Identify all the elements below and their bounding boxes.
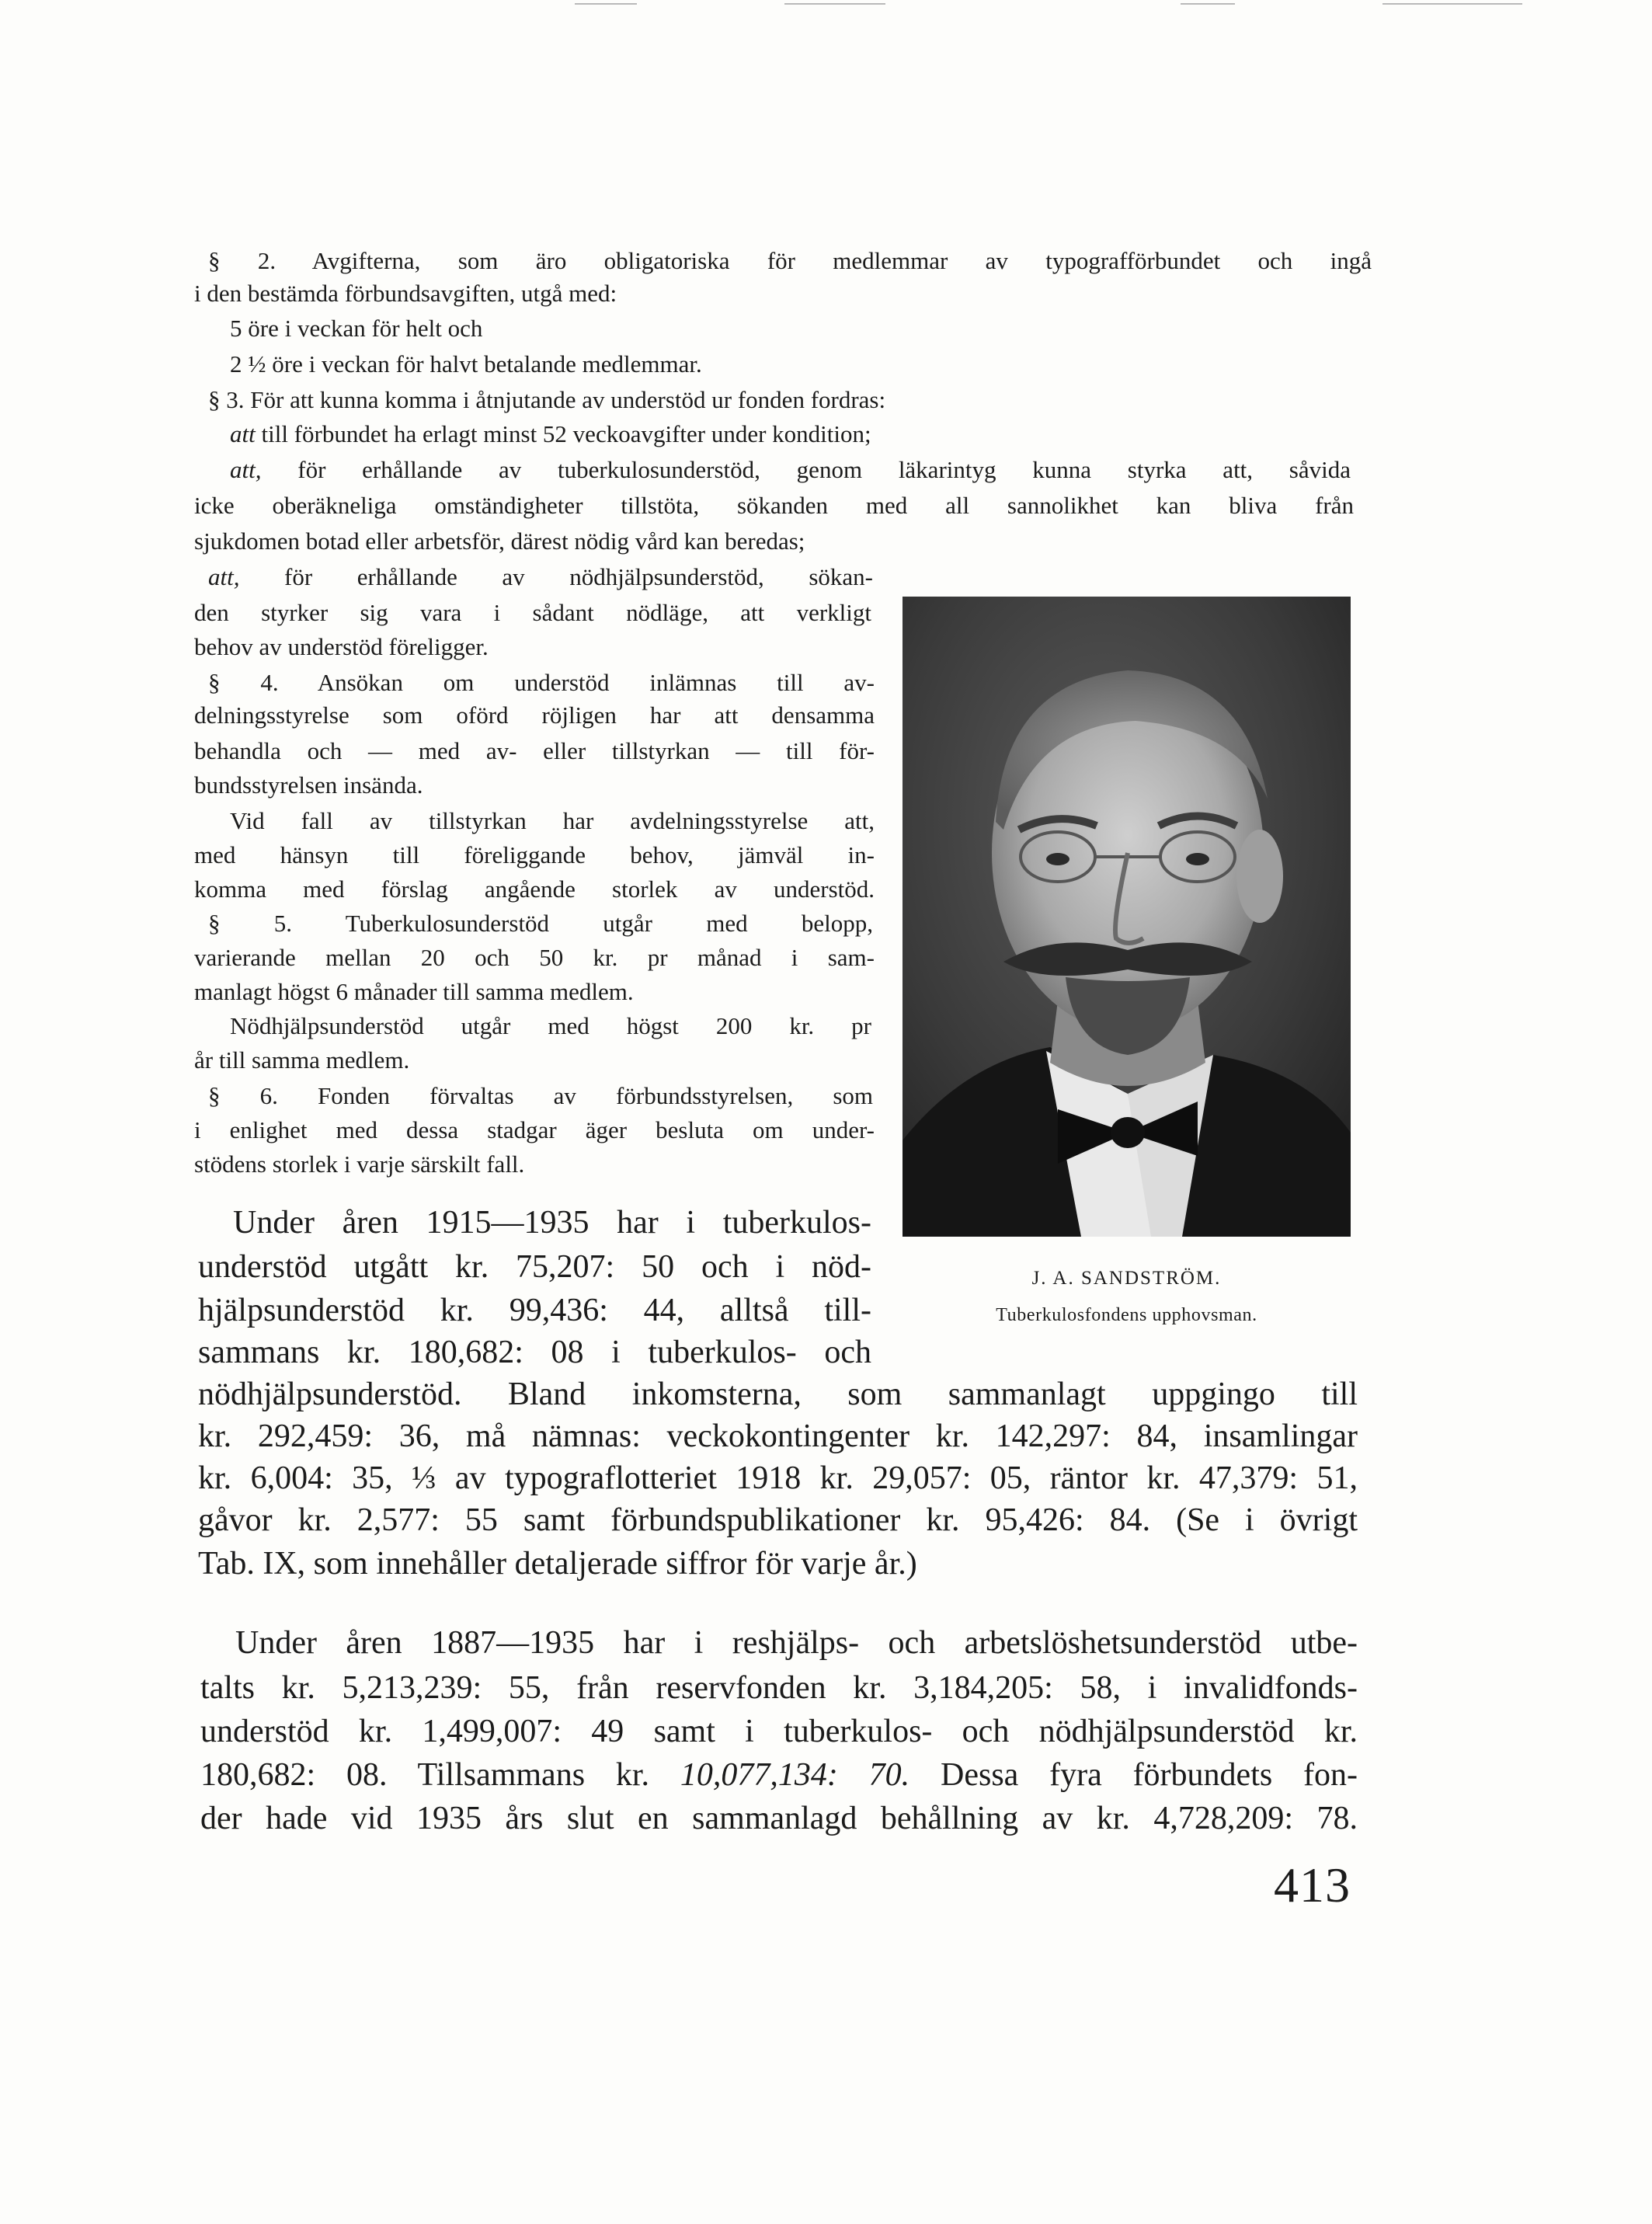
- paragraph-s5-line: varierande mellan 20 och 50 kr. pr månad i sam-: [194, 944, 875, 971]
- paragraph-1915-line: sammans kr. 180,682: 08 i tuberkulos- och: [198, 1335, 871, 1370]
- paragraph-s5-line: Nödhjälpsunderstöd utgår med högst 200 kr. pr: [230, 1012, 871, 1039]
- photo-caption-name: J. A. SANDSTRÖM.: [1031, 1268, 1222, 1289]
- paragraph-1915-line: kr. 6,004: 35, ⅓ av typograflotteriet 1918 kr. 29,057: 05, räntor kr. 47,379: 51,: [198, 1460, 1358, 1496]
- line-text: 180,682: 08. Tillsammans kr.: [200, 1757, 650, 1793]
- line-text: till förbundet ha erlagt minst 52 veckoavgifter under kondition;: [261, 420, 871, 447]
- paragraph-1887-line: understöd kr. 1,499,007: 49 samt i tuberkulos- och nödhjälpsunderstöd kr.: [200, 1714, 1358, 1749]
- line-text: Dessa fyra förbundets fon-: [941, 1757, 1358, 1793]
- line-text: för erhållande av tuberkulosunderstöd, genom läkarintyg kunna styrka att, såvida: [297, 456, 1351, 483]
- scan-edge-mark: [784, 3, 885, 5]
- paragraph-s4-line: komma med förslag angående storlek av understöd.: [194, 875, 875, 903]
- paragraph-1915-line: Tab. IX, som innehåller detaljerade siffror för varje år.): [198, 1546, 917, 1582]
- paragraph-1915-line: understöd utgått kr. 75,207: 50 och i nöd-: [198, 1249, 871, 1285]
- scan-edge-mark: [1382, 3, 1522, 5]
- paragraph-1887-line: Under åren 1887—1935 har i reshjälps- och arbetslöshetsunderstöd utbe-: [235, 1625, 1358, 1661]
- paragraph-1915-line: kr. 292,459: 36, må nämnas: veckokontingenter kr. 142,297: 84, insamlingar: [198, 1418, 1358, 1454]
- scan-edge-mark: [575, 3, 637, 5]
- photo-caption-subtitle: Tuberkulosfondens upphovsman.: [996, 1305, 1257, 1325]
- portrait-photo: [903, 597, 1351, 1237]
- total-amount-italic: 10,077,134: 70.: [680, 1757, 910, 1793]
- paragraph-s6-line: stödens storlek i varje särskilt fall.: [194, 1150, 525, 1178]
- paragraph-s6-line: i enlighet med dessa stadgar äger besluta om under-: [194, 1116, 875, 1143]
- paragraph-s4-line: med hänsyn till föreliggande behov, jämväl in-: [194, 841, 875, 868]
- scan-edge-mark: [1181, 3, 1235, 5]
- paragraph-s4-line: behandla och — med av- eller tillstyrkan — till för-: [194, 737, 875, 764]
- paragraph-s2-line: § 2. Avgifterna, som äro obligatoriska för medlemmar av typografförbundet och ingå: [208, 247, 1372, 274]
- paragraph-s4-line: Vid fall av tillstyrkan har avdelningsstyrelse att,: [230, 807, 875, 834]
- paragraph-s3-line: behov av understöd föreligger.: [194, 633, 489, 660]
- paragraph-s2-line: i den bestämda förbundsavgiften, utgå med:: [194, 280, 617, 307]
- paragraph-s3-line: icke oberäkneliga omständigheter tillstöta, sökanden med all sannolikhet kan bliva från: [194, 492, 1354, 519]
- paragraph-s4-line: bundsstyrelsen insända.: [194, 771, 423, 799]
- paragraph-s5-line: manlagt högst 6 månader till samma medlem.: [194, 978, 634, 1005]
- paragraph-s5-line: § 5. Tuberkulosunderstöd utgår med belopp,: [208, 910, 873, 937]
- paragraph-1887-line: der hade vid 1935 års slut en sammanlagd behållning av kr. 4,728,209: 78.: [200, 1801, 1358, 1836]
- paragraph-s2-line: 5 öre i veckan för helt och: [230, 315, 483, 342]
- paragraph-s3-line: [230, 418, 1317, 451]
- paragraph-1887-line: talts kr. 5,213,239: 55, från reservfonden kr. 3,184,205: 58, i invalidfonds-: [200, 1670, 1358, 1706]
- page-number: 413: [1274, 1857, 1351, 1913]
- paragraph-s3-line: § 3. För att kunna komma i åtnjutande av understöd ur fonden fordras:: [208, 386, 886, 413]
- paragraph-s6-line: § 6. Fonden förvaltas av förbundsstyrelsen, som: [208, 1082, 873, 1109]
- paragraph-s4-line: § 4. Ansökan om understöd inlämnas till av-: [208, 669, 875, 696]
- paragraph-s3-line: sjukdomen botad eller arbetsför, därest nödig vård kan beredas;: [194, 527, 805, 555]
- paragraph-1915-line: hjälpsunderstöd kr. 99,436: 44, alltså till-: [198, 1293, 871, 1328]
- att-italic: att,: [208, 563, 240, 590]
- paragraph-s3-line: [230, 454, 1351, 486]
- paragraph-s4-line: delningsstyrelse som oförd röjligen har att densamma: [194, 701, 875, 729]
- paragraph-s3-line: [208, 561, 873, 593]
- paragraph-1915-line: Under åren 1915—1935 har i tuberkulos-: [233, 1205, 871, 1241]
- paragraph-s3-line: den styrker sig vara i sådant nödläge, att verkligt: [194, 599, 871, 626]
- paragraph-1915-line: gåvor kr. 2,577: 55 samt förbundspublikationer kr. 95,426: 84. (Se i övrigt: [198, 1502, 1358, 1538]
- paragraph-s2-line: 2 ½ öre i veckan för halvt betalande medlemmar.: [230, 350, 702, 378]
- line-text: för erhållande av nödhjälpsunderstöd, sökan-: [284, 563, 873, 590]
- att-italic: att: [230, 420, 256, 447]
- paragraph-1915-line: nödhjälpsunderstöd. Bland inkomsterna, som sammanlagt uppgingo till: [198, 1377, 1358, 1412]
- portrait-image: [903, 597, 1351, 1237]
- att-italic: att,: [230, 456, 262, 483]
- paragraph-1887-line: [200, 1754, 1358, 1796]
- paragraph-s5-line: år till samma medlem.: [194, 1046, 410, 1074]
